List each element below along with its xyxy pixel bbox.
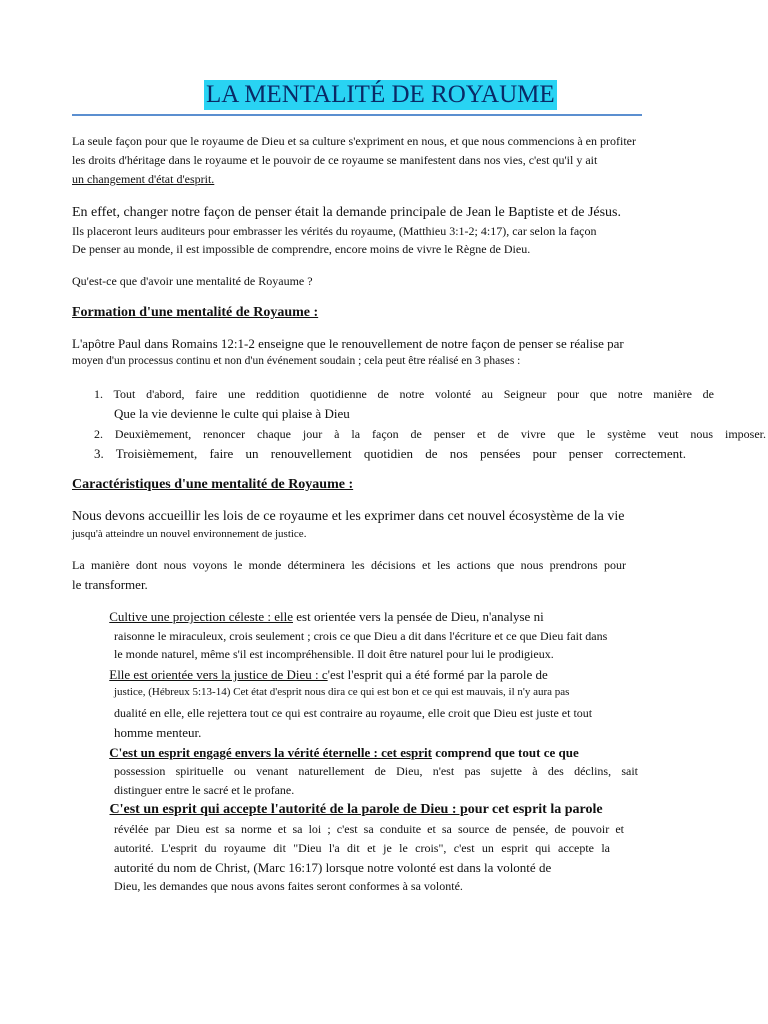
bullet-3-line-3: distinguer entre le sacré et le profane.	[114, 783, 295, 797]
title-rule	[72, 80, 642, 116]
heading-caracteristiques: Caractéristiques d'une mentalité de Royaume :	[72, 477, 354, 492]
bullet-2	[94, 667, 548, 683]
page-title: LA MENTALITÉ DE ROYAUME	[206, 81, 555, 108]
bullet-4-title: C'est un esprit qui accepte l'autorité de la parole de Dieu : p	[109, 802, 468, 817]
bullet-2-text: 'est l'esprit qui a été formé par la parole de	[327, 667, 548, 682]
para2-line-3: De penser au monde, il est impossible de comprendre, encore moins de vivre le Règne de Dieu.	[72, 242, 531, 256]
para2-line-2: Ils placeront leurs auditeurs pour embrasser les vérités du royaume, (Matthieu 3:1-2; 4:17), car selon la façon	[72, 224, 597, 238]
bullet-4-line-4: autorité du nom de Christ, (Marc 16:17) lorsque notre volonté est dans la volonté de	[114, 860, 552, 875]
bullet-2-line-4: homme menteur.	[114, 725, 202, 740]
bullet-4-line-2: révélée par Dieu est sa norme et sa loi ; c'est sa conduite et sa source de pensée, de pouvoir et	[114, 822, 624, 836]
question-line: Qu'est-ce que d'avoir une mentalité de Royaume ?	[72, 274, 313, 288]
bullet-2-title: Elle est orientée vers la justice de Dieu : c	[109, 667, 328, 682]
para2-line-1: En effet, changer notre façon de penser était la demande principale de Jean le Baptiste et de Jésus.	[72, 205, 622, 220]
para4-line-1: Nous devons accueillir les lois de ce royaume et les exprimer dans cet nouvel écosystème de la vie	[72, 509, 625, 524]
bullet-3	[94, 745, 579, 761]
bullet-4-line-5: Dieu, les demandes que nous avons faites seront conformes à sa volonté.	[114, 879, 463, 893]
bullet-3-text: comprend que tout ce que	[431, 745, 579, 760]
para4-line-2: jusqu'à atteindre un nouvel environnement de justice.	[72, 528, 307, 540]
intro-line-1: La seule façon pour que le royaume de Dieu et sa culture s'expriment en nous, et que nous commencions à en profiter	[72, 134, 636, 148]
bullet-4-text: our cet esprit la parole	[467, 802, 603, 817]
bullet-2-line-2: justice, (Hébreux 5:13-14) Cet état d'esprit nous dira ce qui est bon et ce qui est mauvais, il n'y aura pas	[114, 686, 570, 698]
para3-line-2: moyen d'un processus continu et non d'un événement soudain ; cela peut être réalisé en 3 phases :	[72, 355, 521, 367]
bullet-1-line-3: le monde naturel, même s'il est incompréhensible. Il doit être naturel pour lui le prodigieux.	[114, 647, 554, 661]
list-item-2: 2. Deuxièmement, renoncer chaque jour à la façon de penser et de vivre que le système veut nous imposer.	[94, 427, 766, 441]
list-item-3: 3. Troisièmement, faire un renouvellement quotidien de nos pensées pour penser correctement.	[94, 446, 686, 461]
para3-line-1: L'apôtre Paul dans Romains 12:1-2 enseigne que le renouvellement de notre façon de penser se réalise par	[72, 336, 624, 351]
bullet-1-line-2: raisonne le miraculeux, crois seulement ; crois ce que Dieu a dit dans l'écriture et ce que Dieu fait dans	[114, 629, 608, 643]
bullet-1-title: Cultive une projection céleste : elle	[109, 609, 293, 624]
list-item-1-cont: Que la vie devienne le culte qui plaise à Dieu	[114, 406, 350, 421]
bullet-4-line-3: autorité. L'esprit du royaume dit "Dieu l'a dit et je le crois", c'est un esprit qui accepte la	[114, 841, 610, 855]
para5-line-1: La manière dont nous voyons le monde déterminera les décisions et les actions que nous prendrons pour	[72, 558, 626, 572]
bullet-3-title: C'est un esprit engagé envers la vérité éternelle : cet esprit	[109, 745, 432, 760]
intro-line-3: un changement d'état d'esprit.	[72, 172, 215, 186]
bullet-4	[94, 802, 603, 818]
list-item-1: 1. Tout d'abord, faire une reddition quotidienne de notre volonté au Seigneur pour que notre manière de	[94, 387, 714, 401]
bullet-1-text: est orientée vers la pensée de Dieu, n'analyse ni	[293, 609, 544, 624]
bullet-3-line-2: possession spirituelle ou venant naturellement de Dieu, n'est pas sujette à des déclins, sait	[114, 764, 638, 778]
bullet-2-line-3: dualité en elle, elle rejettera tout ce qui est contraire au royaume, elle croit que Dieu est juste et tout	[114, 706, 593, 720]
intro-line-2: les droits d'héritage dans le royaume et le pouvoir de ce royaume se manifestent dans nos vies, c'est qu'il y ait	[72, 153, 598, 167]
bullet-1	[94, 609, 544, 625]
para5-line-2: le transformer.	[72, 577, 148, 592]
heading-formation: Formation d'une mentalité de Royaume :	[72, 305, 319, 320]
